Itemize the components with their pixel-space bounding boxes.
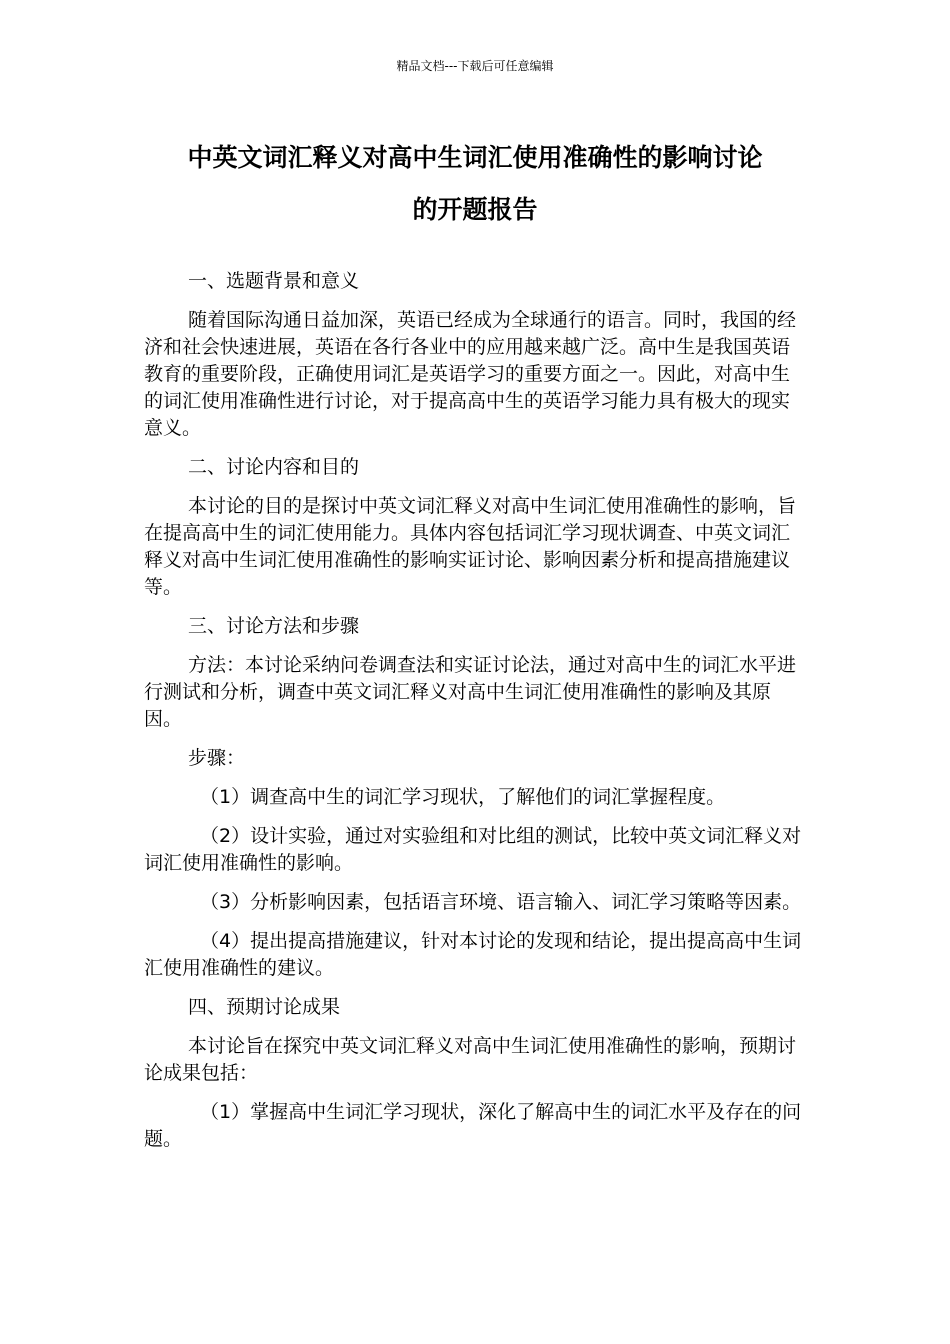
document-title <box>130 132 820 236</box>
section-3-step-3: （3）分析影响因素，包括语言环境、语言输入、词汇学习策略等因素。 <box>200 891 802 913</box>
section-4-paragraph: 本讨论旨在探究中英文词汇释义对高中生词汇使用准确性的影响，预期讨论成果包括： <box>144 1035 797 1084</box>
section-4-heading: 四、预期讨论成果 <box>188 996 341 1018</box>
section-4-item-1: （1）掌握高中生词汇学习现状，深化了解高中生的词汇水平及存在的问题。 <box>144 1101 802 1150</box>
section-3-method: 方法：本讨论采纳问卷调查法和实证讨论法，通过对高中生的词汇水平进行测试和分析，调查中英文词汇释义对高中生词汇使用准确性的影响及其原因。 <box>144 654 797 730</box>
section-2-heading: 二、讨论内容和目的 <box>188 456 360 478</box>
section-3-heading: 三、讨论方法和步骤 <box>188 615 360 637</box>
title-line-2: 的开题报告 <box>412 195 538 224</box>
section-1-heading: 一、选题背景和意义 <box>188 270 360 292</box>
section-1-paragraph: 随着国际沟通日益加深，英语已经成为全球通行的语言。同时，我国的经济和社会快速进展，英语在各行各业中的应用越来越广泛。高中生是我国英语教育的重要阶段，正确使用词汇是英语学习的重要方面之一。因此，对高中生的词汇使用准确性进行讨论，对于提高高中生的英语学习能力具有极大的现实意义。 <box>144 309 797 439</box>
section-3-step-2: （2）设计实验，通过对实验组和对比组的测试，比较中英文词汇释义对词汇使用准确性的影响。 <box>144 825 802 874</box>
section-3-steps-label: 步骤： <box>188 747 246 769</box>
document-body <box>144 268 808 1165</box>
page-header: 精品文档---下载后可任意编辑 <box>396 59 554 73</box>
section-3-step-1: （1）调查高中生的词汇学习现状，了解他们的词汇掌握程度。 <box>200 786 726 808</box>
section-3-step-4: （4）提出提高措施建议，针对本讨论的发现和结论，提出提高高中生词汇使用准确性的建议。 <box>144 930 802 979</box>
section-2-paragraph: 本讨论的目的是探讨中英文词汇释义对高中生词汇使用准确性的影响，旨在提高高中生的词汇使用能力。具体内容包括词汇学习现状调查、中英文词汇释义对高中生词汇使用准确性的影响实证讨论、影响因素分析和提高措施建议等。 <box>144 495 797 598</box>
title-line-1: 中英文词汇释义对高中生词汇使用准确性的影响讨论 <box>187 143 763 172</box>
